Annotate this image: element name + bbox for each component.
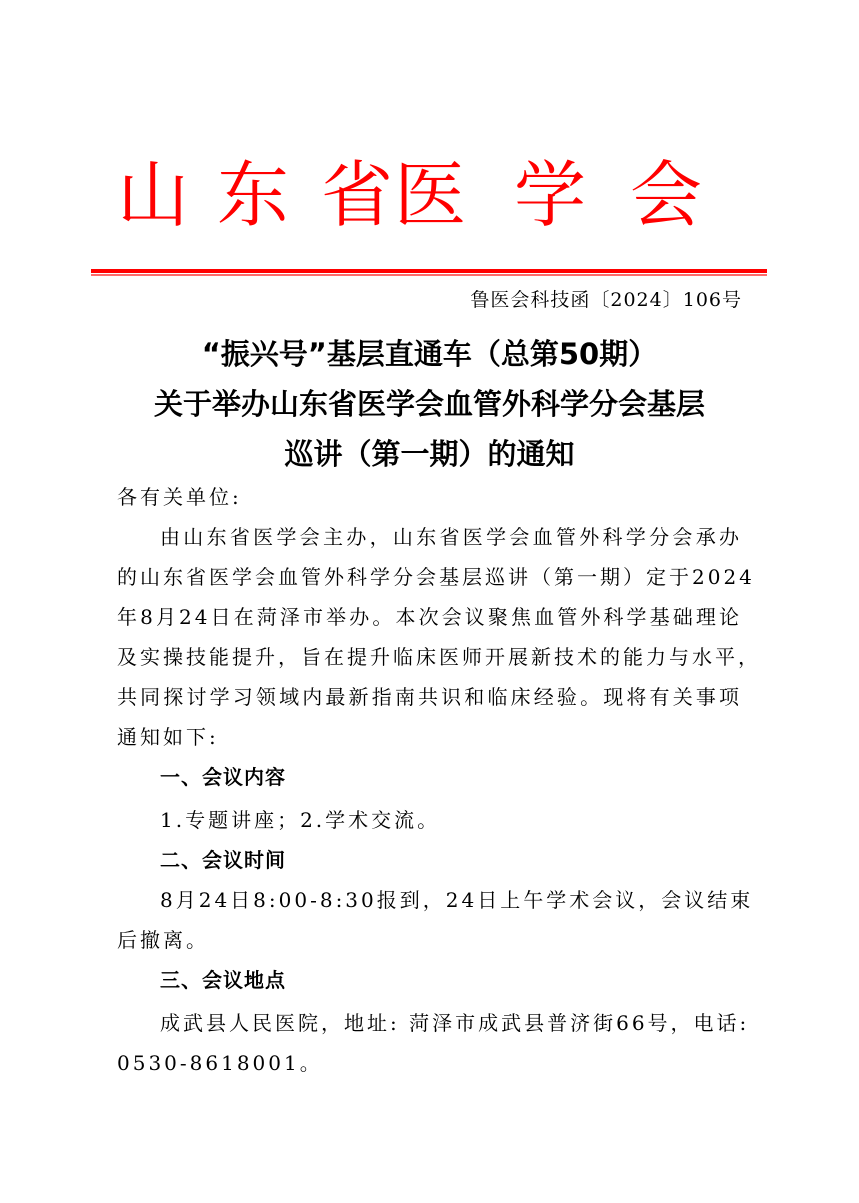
intro-line: 及实操技能提升，旨在提升临床医师开展新技术的能力与水平，: [117, 645, 761, 669]
section-heading-time: 二、会议时间: [160, 848, 286, 872]
section-line: 1.专题讲座；2.学术交流。: [160, 808, 441, 832]
section-line: 成武县人民医院，地址: 菏泽市成武县普济街66号，电话:: [160, 1011, 750, 1035]
intro-line: 的山东省医学会血管外科学分会基层巡讲（第一期）定于2024: [117, 565, 755, 589]
intro-line: 通知如下:: [117, 725, 219, 749]
intro-line: 由山东省医学会主办，山东省医学会血管外科学分会承办: [160, 525, 742, 549]
header-divider-thin: [91, 274, 767, 276]
title-line-3: 巡讲（第一期）的通知: [284, 437, 575, 471]
salutation: 各有关单位:: [117, 485, 242, 509]
intro-line: 共同探讨学习领域内最新指南共识和临床经验。现将有关事项: [117, 685, 742, 709]
masthead-char: 东: [217, 153, 290, 237]
section-heading-content: 一、会议内容: [160, 765, 286, 789]
title-line-1: “振兴号”基层直通车（总第50期）: [201, 337, 658, 371]
masthead-char: 医: [394, 153, 467, 237]
intro-line: 年8月24日在菏泽市举办。本次会议聚焦血管外科学基础理论: [117, 605, 742, 629]
masthead-char: 会: [630, 153, 703, 237]
title-line-2: 关于举办山东省医学会血管外科学分会基层: [153, 387, 705, 421]
masthead-char: 山: [117, 153, 190, 237]
masthead-char: 省: [321, 153, 394, 237]
section-line: 后撤离。: [117, 928, 209, 952]
section-line: 0530-8618001。: [117, 1051, 323, 1075]
document-number: 鲁医会科技函〔2024〕106号: [470, 289, 742, 311]
header-divider: [91, 269, 767, 273]
section-heading-location: 三、会议地点: [160, 968, 286, 992]
section-line: 8月24日8:00-8:30报到，24日上午学术会议，会议结束: [160, 888, 754, 912]
masthead-char: 学: [514, 153, 587, 237]
